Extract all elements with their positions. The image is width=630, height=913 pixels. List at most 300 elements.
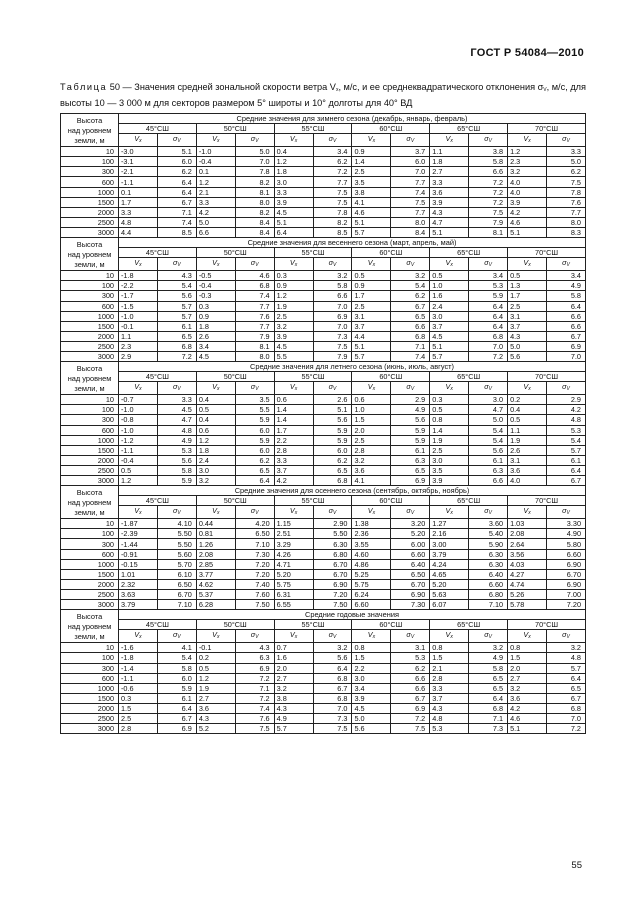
sigma-subscript [177, 510, 180, 516]
std-dev-cell: 6.50 [157, 579, 196, 589]
mean-speed-cell: 3.6 [508, 465, 547, 475]
std-dev-cell: 5.6 [157, 455, 196, 465]
std-dev-cell: 6.0 [313, 445, 352, 455]
table-row [61, 703, 586, 713]
std-dev-cell: 7.5 [313, 197, 352, 207]
mean-speed-cell: 1.8 [196, 445, 235, 455]
mean-speed-cell: 3.0 [274, 177, 313, 187]
std-dev-cell: 5.9 [157, 683, 196, 693]
table-row [61, 693, 586, 703]
mean-speed-cell: 0.3 [196, 301, 235, 311]
sigma-subscript-v: V [255, 510, 259, 517]
std-dev-cell: 7.1 [469, 713, 508, 723]
std-dev-cell: 6.30 [469, 559, 508, 569]
sigma-symbol: σ [562, 134, 567, 144]
mean-speed-cell: 2.64 [508, 539, 547, 549]
latitude-header: 60°СШ [352, 248, 430, 258]
std-dev-cell: 6.7 [546, 693, 585, 703]
std-dev-symbol [313, 382, 352, 395]
mean-speed-symbol [274, 382, 313, 395]
mean-speed-cell: 5.0 [508, 341, 547, 351]
v-symbol: V [445, 382, 451, 392]
std-dev-cell: 5.7 [546, 445, 585, 455]
latitude-header: 70°СШ [508, 496, 586, 506]
sigma-subscript-v: V [333, 262, 337, 269]
mean-speed-cell: 3.2 [508, 683, 547, 693]
std-dev-cell: 6.90 [546, 559, 585, 569]
std-dev-cell: 2.9 [391, 395, 430, 405]
std-dev-cell: 6.5 [157, 331, 196, 341]
std-dev-symbol [313, 506, 352, 519]
page-number: 55 [571, 860, 582, 871]
height-cell: 2500 [61, 589, 119, 599]
std-dev-cell: 7.10 [157, 600, 196, 610]
std-dev-cell: 7.7 [391, 177, 430, 187]
mean-speed-cell: 0.4 [508, 405, 547, 415]
latitude-header: 65°СШ [430, 124, 508, 134]
mean-speed-cell: 0.8 [430, 643, 469, 653]
mean-speed-symbol [274, 258, 313, 271]
std-dev-cell: 4.2 [546, 405, 585, 415]
std-dev-symbol [157, 382, 196, 395]
std-dev-symbol [157, 630, 196, 643]
std-dev-cell: 6.1 [469, 455, 508, 465]
table-row [61, 227, 586, 237]
v-subscript: x [528, 634, 531, 641]
row-label-line: земли, м [74, 632, 105, 642]
std-dev-cell: 7.5 [391, 197, 430, 207]
std-dev-cell: 7.4 [391, 351, 430, 361]
latitude-header: 65°СШ [430, 248, 508, 258]
std-dev-cell: 3.3 [546, 147, 585, 157]
mean-speed-cell: 1.5 [430, 653, 469, 663]
mean-speed-cell: 2.85 [196, 559, 235, 569]
v-subscript: x [450, 510, 453, 517]
std-dev-cell: 6.40 [391, 559, 430, 569]
std-dev-cell: 6.2 [391, 663, 430, 673]
v-subscript: x [372, 138, 376, 145]
std-dev-cell: 7.5 [313, 724, 352, 734]
height-cell: 10 [61, 519, 119, 529]
sigma-subscript [255, 510, 258, 516]
latitude-header: 70°СШ [508, 248, 586, 258]
mean-speed-cell: 3.5 [430, 465, 469, 475]
latitude-header: 70°СШ [508, 372, 586, 382]
sigma-subscript-v: V [410, 386, 415, 393]
std-dev-cell: 6.60 [546, 549, 585, 559]
mean-speed-cell: 2.8 [274, 445, 313, 455]
latitude-header: 60°СШ [352, 372, 430, 382]
mean-speed-cell: 2.9 [119, 351, 158, 361]
v-subscript: x [216, 634, 220, 641]
mean-speed-cell: 1.8 [430, 157, 469, 167]
std-dev-cell: 3.7 [391, 147, 430, 157]
mean-speed-cell: 0.5 [119, 465, 158, 475]
height-cell: 2000 [61, 331, 119, 341]
std-dev-cell: 5.7 [157, 311, 196, 321]
mean-speed-cell: 0.8 [508, 643, 547, 653]
v-subscript: x [216, 510, 220, 517]
latitude-header-row [61, 620, 586, 630]
height-cell: 100 [61, 653, 119, 663]
sigma-subscript [489, 138, 492, 144]
std-dev-cell: 6.0 [157, 673, 196, 683]
v-symbol: V [367, 506, 373, 516]
std-dev-cell: 3.2 [546, 643, 585, 653]
std-dev-cell: 6.9 [157, 724, 196, 734]
std-dev-cell: 5.1 [157, 147, 196, 157]
wind-speed-table [60, 113, 586, 734]
std-dev-cell: 7.0 [235, 157, 274, 167]
std-dev-cell: 7.20 [313, 589, 352, 599]
mean-speed-cell: 4.62 [196, 579, 235, 589]
table-row [61, 724, 586, 734]
std-dev-cell: 5.6 [469, 445, 508, 455]
mean-speed-cell: 1.0 [430, 281, 469, 291]
std-dev-cell: 3.5 [235, 395, 274, 405]
std-dev-cell: 7.20 [235, 559, 274, 569]
sigma-subscript [411, 510, 414, 516]
table-row [61, 301, 586, 311]
sigma-subscript-v: V [333, 634, 337, 641]
table-row [61, 281, 586, 291]
mean-speed-cell: 3.0 [430, 311, 469, 321]
table-row [61, 157, 586, 167]
mean-speed-cell: 1.1 [119, 331, 158, 341]
mean-speed-cell: -2.39 [119, 529, 158, 539]
mean-speed-cell: 1.5 [352, 653, 391, 663]
latitude-header: 55°СШ [274, 124, 352, 134]
v-symbol: V [289, 258, 295, 268]
mean-speed-cell: 1.9 [274, 301, 313, 311]
table-row [61, 311, 586, 321]
std-dev-cell: 8.0 [235, 351, 274, 361]
mean-speed-cell: 5.0 [352, 713, 391, 723]
table-row [61, 519, 586, 529]
section-title: Средние значения для осеннего сезона (сентябрь, октябрь, ноябрь) [119, 486, 586, 496]
latitude-header: 55°СШ [274, 620, 352, 630]
std-dev-cell: 5.9 [313, 435, 352, 445]
height-cell: 1500 [61, 445, 119, 455]
sigma-subscript [567, 510, 570, 516]
std-dev-cell: 6.7 [391, 301, 430, 311]
latitude-header: 50°СШ [196, 620, 274, 630]
row-label-cell [61, 362, 119, 395]
table-row [61, 395, 586, 405]
mean-speed-cell: 3.6 [508, 693, 547, 703]
sigma-subscript-v: V [410, 262, 415, 269]
std-dev-symbol [235, 134, 274, 147]
std-dev-cell: 6.5 [469, 683, 508, 693]
std-dev-cell: 6.4 [546, 301, 585, 311]
std-dev-symbol [157, 134, 196, 147]
std-dev-cell: 6.8 [469, 703, 508, 713]
height-cell: 100 [61, 157, 119, 167]
std-dev-cell: 5.0 [469, 415, 508, 425]
mean-speed-symbol [430, 506, 469, 519]
mean-speed-symbol [352, 258, 391, 271]
mean-speed-cell: 1.4 [274, 415, 313, 425]
height-cell: 10 [61, 147, 119, 157]
std-dev-cell: 6.8 [391, 331, 430, 341]
mean-speed-symbol [352, 630, 391, 643]
mean-speed-cell: 3.56 [508, 549, 547, 559]
std-dev-cell: 6.9 [313, 311, 352, 321]
std-dev-cell: 8.5 [313, 227, 352, 237]
mean-speed-cell: -1.4 [119, 663, 158, 673]
std-dev-cell: 6.4 [469, 301, 508, 311]
sigma-subscript [333, 138, 336, 144]
height-cell: 1500 [61, 197, 119, 207]
mean-speed-cell: 3.7 [430, 321, 469, 331]
sigma-subscript-v: V [410, 138, 415, 145]
height-cell: 2500 [61, 465, 119, 475]
height-cell: 300 [61, 291, 119, 301]
std-dev-cell: 7.4 [391, 187, 430, 197]
mean-speed-cell: 0.9 [196, 311, 235, 321]
std-dev-cell: 8.1 [469, 227, 508, 237]
sigma-subscript-v: V [333, 386, 337, 393]
std-dev-cell: 5.1 [313, 405, 352, 415]
table-row [61, 539, 586, 549]
mean-speed-cell: 0.8 [430, 415, 469, 425]
sigma-symbol: σ [484, 382, 489, 392]
v-symbol: V [523, 258, 529, 268]
mean-speed-cell: 3.4 [352, 683, 391, 693]
mean-speed-cell: 0.44 [196, 519, 235, 529]
mean-speed-cell: 5.7 [430, 351, 469, 361]
v-subscript: x [216, 386, 220, 393]
mean-speed-cell: 1.03 [508, 519, 547, 529]
mean-speed-cell: 1.9 [430, 435, 469, 445]
mean-speed-cell: -1.1 [119, 673, 158, 683]
mean-speed-cell: 2.0 [508, 663, 547, 673]
mean-speed-symbol [119, 382, 158, 395]
mean-speed-cell: 0.5 [352, 271, 391, 281]
std-dev-cell: 6.6 [313, 291, 352, 301]
v-symbol: V [134, 506, 140, 516]
table-row [61, 569, 586, 579]
mean-speed-cell: 6.24 [352, 589, 391, 599]
caption-text: 50 — Значения средней зональной скорости ветра V [107, 82, 336, 92]
latitude-header-row [61, 248, 586, 258]
sigma-symbol: σ [172, 630, 178, 640]
mean-speed-cell: -0.4 [196, 281, 235, 291]
std-dev-cell: 7.1 [235, 683, 274, 693]
std-dev-cell: 5.50 [313, 529, 352, 539]
std-dev-symbol [469, 134, 508, 147]
row-label-line: Высота [76, 240, 103, 250]
std-dev-cell: 6.5 [391, 465, 430, 475]
std-dev-cell: 5.6 [313, 653, 352, 663]
mean-speed-cell: 4.3 [196, 713, 235, 723]
sigma-subscript-v: V [255, 634, 259, 641]
table-row [61, 663, 586, 673]
v-subscript: x [372, 262, 376, 269]
std-dev-cell: 7.2 [469, 187, 508, 197]
std-dev-cell: 6.0 [235, 425, 274, 435]
std-dev-cell: 7.8 [313, 207, 352, 217]
mean-speed-cell: 5.1 [274, 217, 313, 227]
caption-v-sub: x [335, 87, 339, 93]
mean-speed-cell: 2.6 [508, 445, 547, 455]
caption-s-sub: V [543, 87, 547, 93]
v-symbol: V [523, 630, 529, 640]
mean-speed-cell: 5.5 [274, 351, 313, 361]
mean-speed-cell: 0.9 [274, 281, 313, 291]
latitude-header: 65°СШ [430, 372, 508, 382]
std-dev-symbol [235, 258, 274, 271]
std-dev-cell: 7.7 [391, 207, 430, 217]
std-dev-cell: 2.9 [546, 395, 585, 405]
sigma-symbol: σ [328, 134, 334, 144]
v-symbol: V [212, 506, 217, 516]
std-dev-cell: 6.3 [391, 455, 430, 465]
section-title-row [61, 610, 586, 620]
std-dev-cell: 7.5 [313, 341, 352, 351]
mean-speed-cell: 3.5 [352, 177, 391, 187]
std-dev-cell: 7.2 [391, 713, 430, 723]
std-dev-cell: 5.50 [157, 529, 196, 539]
mean-speed-cell: -0.4 [196, 157, 235, 167]
std-dev-cell: 6.9 [546, 341, 585, 351]
mean-speed-cell: -1.1 [119, 177, 158, 187]
table-row [61, 559, 586, 569]
std-dev-cell: 4.9 [157, 435, 196, 445]
std-dev-cell: 4.7 [469, 405, 508, 415]
latitude-header: 45°СШ [119, 124, 197, 134]
height-cell: 300 [61, 415, 119, 425]
std-dev-cell: 8.5 [157, 227, 196, 237]
v-subscript: x [528, 386, 531, 393]
table-row [61, 217, 586, 227]
sigma-symbol: σ [484, 506, 489, 516]
height-cell: 300 [61, 663, 119, 673]
v-symbol: V [289, 506, 295, 516]
sigma-subscript-v: V [566, 386, 570, 393]
mean-speed-symbol [508, 506, 547, 519]
row-label-cell [61, 238, 119, 271]
table-row [61, 405, 586, 415]
latitude-header: 45°СШ [119, 496, 197, 506]
latitude-header: 50°СШ [196, 372, 274, 382]
table-row [61, 579, 586, 589]
mean-speed-cell: 2.4 [196, 455, 235, 465]
std-dev-cell: 6.4 [469, 311, 508, 321]
std-dev-symbol [391, 506, 430, 519]
mean-speed-cell: 1.1 [508, 425, 547, 435]
sigma-subscript [411, 262, 414, 268]
mean-speed-cell: -1.8 [119, 653, 158, 663]
latitude-header: 55°СШ [274, 372, 352, 382]
std-dev-cell: 7.8 [546, 187, 585, 197]
row-label-line: Высота [76, 612, 103, 622]
mean-speed-cell: 5.20 [430, 579, 469, 589]
std-dev-cell: 4.3 [235, 643, 274, 653]
std-dev-cell: 4.8 [157, 425, 196, 435]
height-cell: 10 [61, 395, 119, 405]
std-dev-cell: 5.9 [157, 476, 196, 486]
sigma-subscript-v: V [177, 510, 181, 517]
row-label-line: над уровнем [67, 126, 112, 135]
mean-speed-cell: 5.78 [508, 600, 547, 610]
mean-speed-cell: 5.1 [430, 341, 469, 351]
v-subscript: x [450, 262, 453, 269]
std-dev-cell: 6.7 [157, 713, 196, 723]
mean-speed-cell: 5.1 [352, 217, 391, 227]
std-dev-cell: 7.60 [235, 589, 274, 599]
std-dev-cell: 8.3 [546, 227, 585, 237]
std-dev-cell: 7.0 [313, 321, 352, 331]
mean-speed-cell: 4.2 [274, 476, 313, 486]
std-dev-cell: 6.6 [391, 683, 430, 693]
mean-speed-cell: 1.2 [274, 291, 313, 301]
v-subscript: x [216, 138, 220, 145]
std-dev-cell: 5.0 [546, 157, 585, 167]
mean-speed-cell: 5.20 [274, 569, 313, 579]
mean-speed-cell: 2.1 [430, 663, 469, 673]
mean-speed-cell: 4.0 [508, 177, 547, 187]
std-dev-cell: 4.9 [391, 405, 430, 415]
std-dev-cell: 7.2 [313, 167, 352, 177]
mean-speed-cell: 0.1 [196, 167, 235, 177]
std-dev-cell: 7.2 [157, 351, 196, 361]
std-dev-symbol [469, 382, 508, 395]
std-dev-cell: 6.4 [546, 465, 585, 475]
mean-speed-cell: -1.2 [119, 435, 158, 445]
height-cell: 3000 [61, 724, 119, 734]
v-subscript: x [372, 634, 376, 641]
mean-speed-cell: 3.7 [274, 465, 313, 475]
std-dev-cell: 7.9 [469, 217, 508, 227]
mean-speed-cell: 1.27 [430, 519, 469, 529]
mean-speed-cell: 0.3 [119, 693, 158, 703]
std-dev-cell: 6.4 [546, 673, 585, 683]
std-dev-cell: 3.0 [469, 395, 508, 405]
std-dev-cell: 3.30 [546, 519, 585, 529]
mean-speed-cell: 6.55 [274, 600, 313, 610]
table-row [61, 321, 586, 331]
std-dev-symbol [391, 258, 430, 271]
std-dev-symbol [157, 258, 196, 271]
std-dev-cell: 6.00 [391, 539, 430, 549]
mean-speed-cell: 0.8 [352, 643, 391, 653]
mean-speed-cell: 1.3 [508, 281, 547, 291]
latitude-header: 70°СШ [508, 620, 586, 630]
sigma-subscript-v: V [255, 386, 259, 393]
std-dev-cell: 5.70 [157, 559, 196, 569]
std-dev-cell: 3.2 [391, 271, 430, 281]
mean-speed-cell: 2.5 [508, 301, 547, 311]
std-dev-cell: 5.4 [469, 425, 508, 435]
row-label-line: земли, м [74, 136, 105, 145]
v-subscript: x [372, 386, 376, 393]
mean-speed-cell: 5.1 [508, 724, 547, 734]
sigma-symbol: σ [172, 258, 178, 268]
table-row [61, 529, 586, 539]
std-dev-cell: 7.8 [235, 167, 274, 177]
sigma-subscript [567, 634, 570, 640]
mean-speed-cell: 0.1 [119, 187, 158, 197]
std-dev-cell: 2.90 [313, 519, 352, 529]
mean-speed-cell: 1.8 [274, 167, 313, 177]
std-dev-symbol [235, 630, 274, 643]
mean-speed-cell: 0.3 [274, 271, 313, 281]
mean-speed-symbol [274, 630, 313, 643]
mean-speed-cell: 5.7 [274, 724, 313, 734]
std-dev-cell: 6.9 [235, 663, 274, 673]
std-dev-cell: 6.4 [235, 476, 274, 486]
